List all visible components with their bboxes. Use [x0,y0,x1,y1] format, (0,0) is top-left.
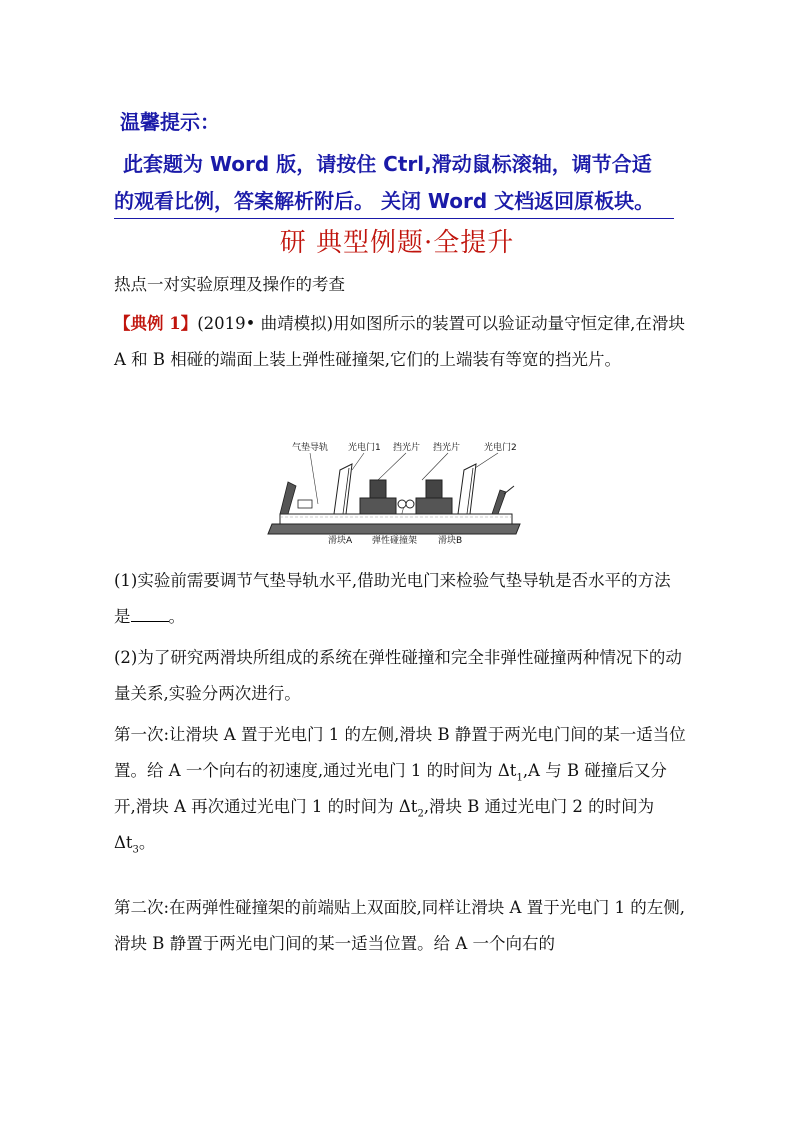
label-shutter-1: 挡光片 [393,443,421,453]
experiment-apparatus-figure [266,440,526,548]
example-label: 【典例 1】 [114,314,198,333]
topic-heading: 热点一对实验原理及操作的考查 [114,275,345,294]
label-gate-1: 光电门1 [348,443,381,453]
tip-body [114,145,686,219]
answer-blank [131,607,169,622]
label-shutter-2: 挡光片 [433,443,461,453]
tip-line-1: 此套题为 Word 版，请按住 Ctrl,滑动鼠标滚轴，调节合适 [123,152,652,176]
label-slider-a: 滑块A [328,536,353,546]
label-slider-b: 滑块B [438,536,463,546]
label-air-track: 气垫导轨 [292,443,329,453]
tip-title: 温馨提示： [120,110,220,134]
label-gate-2: 光电门2 [484,443,517,453]
example-paragraph [114,306,686,378]
second-trial-paragraph: 第二次:在两弹性碰撞架的前端贴上双面胶,同样让滑块 A 置于光电门 1 的左侧,滑块 B 静置于两光电门间的某一适当位置。给 A 一个向右的 [114,898,685,953]
question-2: (2)为了研究两滑块所组成的系统在弹性碰撞和完全非弹性碰撞两种情况下的动量关系,实验分两次进行。 [114,648,682,703]
section-title: 研 典型例题·全提升 [279,228,515,258]
question-1: (1)实验前需要调节气垫导轨水平,借助光电门来检验气垫导轨是否水平的方法是 。 [114,571,671,626]
example-text: (2019• 曲靖模拟)用如图所示的装置可以验证动量守恒定律,在滑块 A 和 B 相碰的端面上装上弹性碰撞架,它们的上端装有等宽的挡光片。 [114,314,685,369]
tip-line-2: 的观看比例，答案解析附后。 关闭 Word 文档返回原板块。 [114,184,674,219]
first-trial-paragraph: 第一次:让滑块 A 置于光电门 1 的左侧,滑块 B 静置于两光电门间的某一适当位置。给 A 一个向右的初速度,通过光电门 1 的时间为 $\Delta t_1,A$ 与 B 碰撞后又分开,滑块 A 再次通过光电门 1 的时间为 $\Delta t_2$,滑块 B 通过光电门 2 的时间为 $\Delta t_3$。 [114,725,686,856]
label-bumper: 弹性碰撞架 [372,536,418,546]
